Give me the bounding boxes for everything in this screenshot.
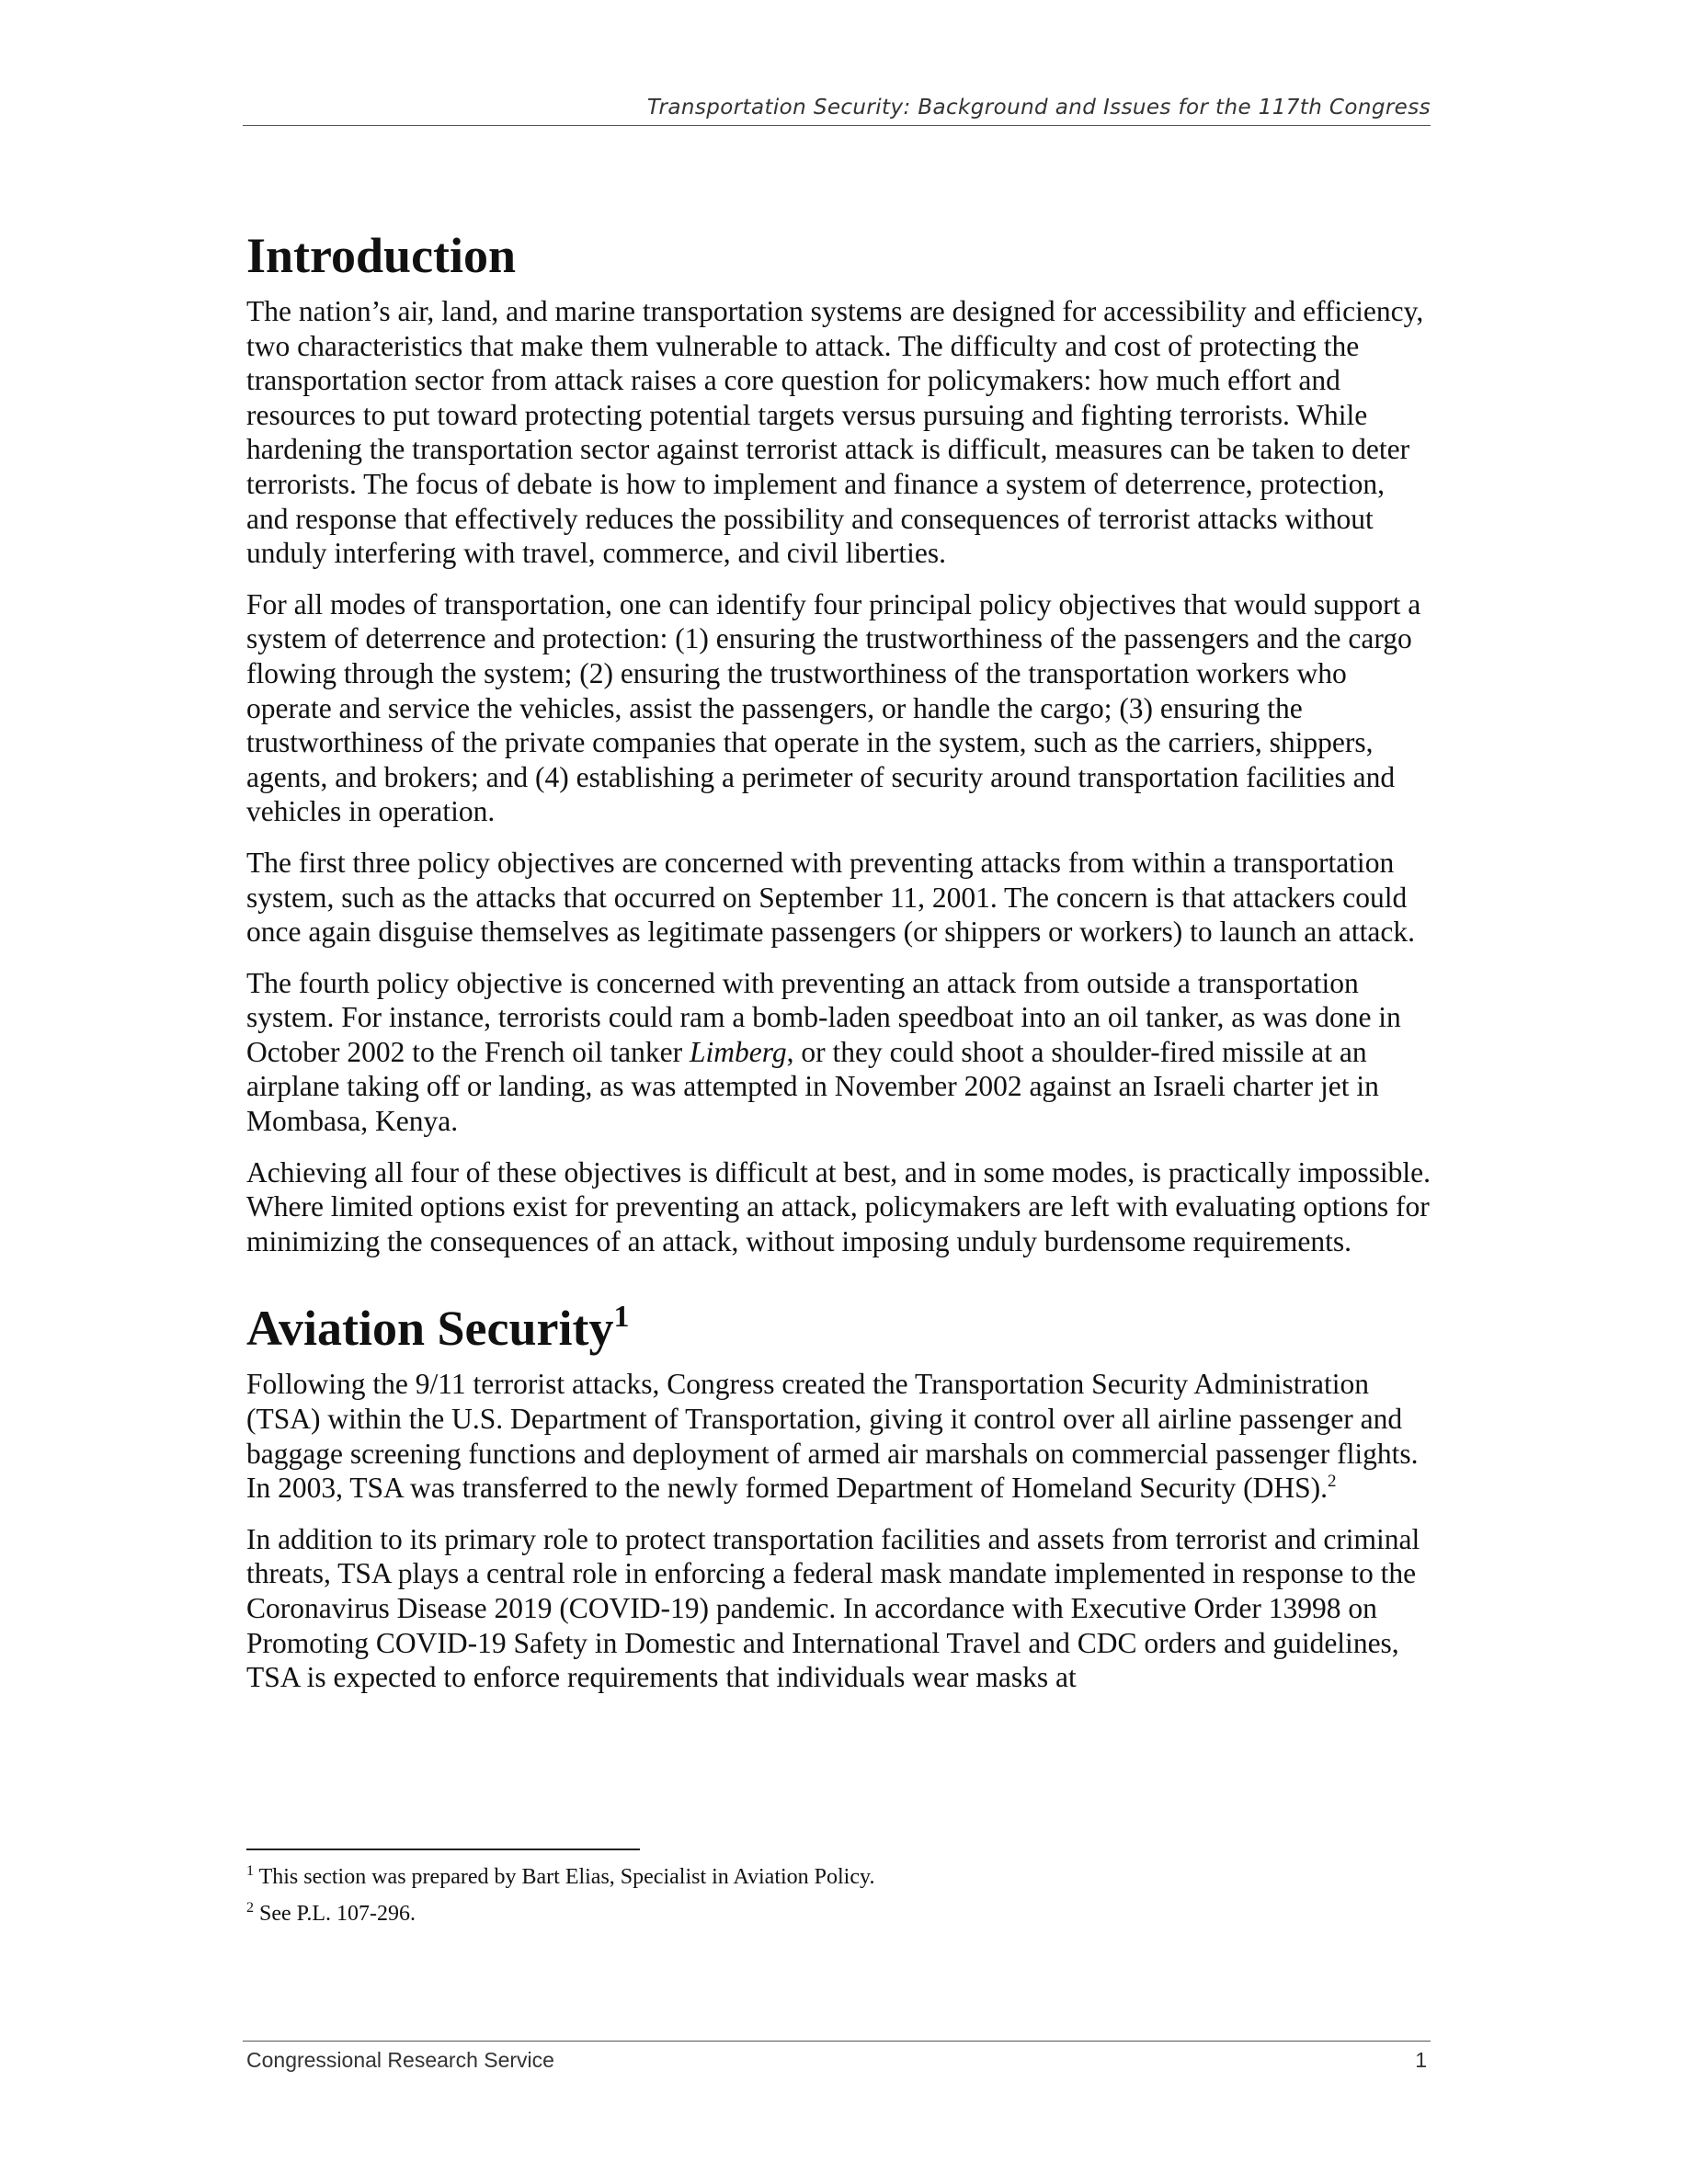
introduction-paragraph-3: The first three policy objectives are concerned with preventing attacks from within a transportation system, such as the attacks that occurred on September 11, 2001. The concern is that attackers could once again disguise themselves as legitimate passengers (or shippers or workers) to launch an attack. bbox=[246, 846, 1415, 949]
introduction-heading: Introduction bbox=[246, 228, 517, 283]
introduction-paragraph-4 bbox=[246, 966, 1431, 1139]
footnote-ref-1[interactable]: 1 bbox=[613, 1300, 630, 1335]
footnote-ref-2[interactable]: 2 bbox=[1328, 1472, 1337, 1492]
paragraph-text: Following the 9/11 terrorist attacks, Congress created the Transportation Security Administration (TSA) within the U.S. Department of Transportation, giving it control over all airline passenger and baggage screening functions and deployment of armed air marshals on commercial passenger flights. In 2003, TSA was transferred to the newly formed Department of Homeland Security (DHS). bbox=[246, 1368, 1419, 1505]
heading-text: Aviation Security bbox=[246, 1301, 614, 1357]
footer-divider bbox=[243, 2041, 1431, 2042]
page-number: 1 bbox=[1415, 2048, 1427, 2072]
footnote-2 bbox=[246, 1901, 1431, 1927]
footnote-divider bbox=[246, 1848, 640, 1850]
paragraph-text: , or they could shoot a shoulder-fired missile at an airplane taking off or landing, as was attempted in November 2002 against an Israeli charter jet in Mombasa, Kenya. bbox=[246, 1035, 1379, 1138]
aviation-paragraph-2: In addition to its primary role to protect transportation facilities and assets from terrorist and criminal threats, TSA plays a central role in enforcing a federal mask mandate implemented in response to the Coronavirus Disease 2019 (COVID-19) pandemic. In accordance with Executive Order 13998 on Promoting COVID-19 Safety in Domestic and International Travel and CDC orders and guidelines, TSA is expected to enforce requirements that individuals wear masks at bbox=[246, 1522, 1420, 1694]
running-header: Transportation Security: Background and Issues for the 117th Congress bbox=[646, 96, 1431, 119]
footnote-number: 2 bbox=[246, 1900, 254, 1916]
footnotes bbox=[246, 1864, 1431, 1938]
page-body bbox=[246, 226, 1431, 1712]
header-divider bbox=[243, 125, 1431, 126]
introduction-paragraph-5: Achieving all four of these objectives is difficult at best, and in some modes, is practically impossible. Where limited options exist for preventing an attack, policymakers are left with evaluating options for minimizing the consequences of an attack, without imposing unduly burdensome requirements. bbox=[246, 1155, 1431, 1257]
aviation-security-heading bbox=[246, 1299, 1431, 1358]
footnote-number: 1 bbox=[246, 1863, 254, 1879]
aviation-paragraph-1 bbox=[246, 1367, 1431, 1505]
introduction-paragraph-1: The nation’s air, land, and marine transportation systems are designed for accessibility and efficiency, two characteristics that make them vulnerable to attack. The difficulty and cost of protecting the transportation sector from attack raises a core question for policymakers: how much effort and resources to put toward protecting potential targets versus pursuing and fighting terrorists. While hardening the transportation sector against terrorist attack is difficult, measures can be taken to deter terrorists. The focus of debate is how to implement and finance a system of deterrence, protection, and response that effectively reduces the possibility and consequences of terrorist attacks without unduly interfering with travel, commerce, and civil liberties. bbox=[246, 295, 1424, 570]
footnote-text: See P.L. 107-296. bbox=[259, 1902, 416, 1926]
vessel-name: Limberg bbox=[690, 1035, 787, 1068]
footer-source: Congressional Research Service bbox=[246, 2048, 554, 2072]
footnote-text: This section was prepared by Bart Elias, Specialist in Aviation Policy. bbox=[258, 1865, 875, 1889]
introduction-paragraph-2: For all modes of transportation, one can identify four principal policy objectives that would support a system of deterrence and protection: (1) ensuring the trustworthiness of the passengers and the cargo flowing through the system; (2) ensuring the trustworthiness of the transportation workers who operate and service the vehicles, assist the passengers, or handle the cargo; (3) ensuring the trustworthiness of the private companies that operate in the system, such as the carriers, shippers, agents, and brokers; and (4) establishing a perimeter of security around transportation facilities and vehicles in operation. bbox=[246, 587, 1421, 828]
paragraph-text: The fourth policy objective is concerned with preventing an attack from outside a transportation system. For instance, terrorists could ram a bomb-laden speedboat into an oil tanker, as was done in October 2002 to the French oil tanker bbox=[246, 966, 1401, 1068]
footnote-1 bbox=[246, 1864, 1431, 1890]
